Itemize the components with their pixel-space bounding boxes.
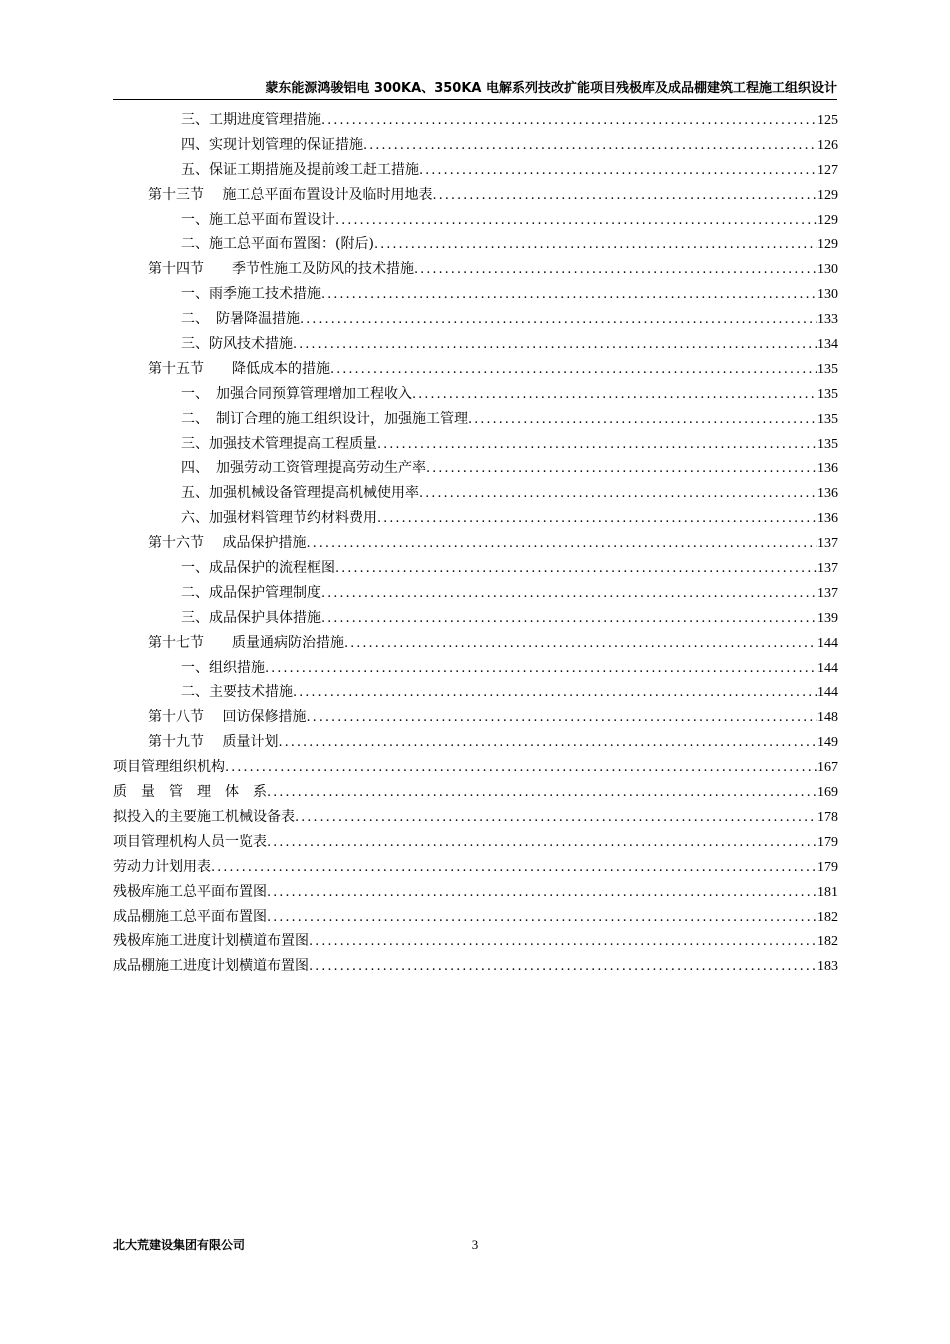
- toc-dot-leader: [412, 383, 817, 408]
- toc-entry-page: 127: [817, 162, 838, 178]
- toc-entry[interactable]: [113, 656, 838, 681]
- toc-entry[interactable]: [113, 257, 838, 282]
- toc-entry-title: 二、 防暑降温措施: [181, 311, 300, 328]
- toc-entry-title: 四、实现计划管理的保证措施: [181, 136, 363, 153]
- toc-entry[interactable]: [113, 929, 838, 954]
- toc-entry[interactable]: [113, 407, 838, 432]
- toc-entry-page: 136: [817, 486, 838, 502]
- toc-entry[interactable]: [113, 880, 838, 905]
- toc-dot-leader: [426, 457, 817, 482]
- toc-entry-title: 第十七节 质量通病防治措施: [148, 634, 344, 651]
- toc-dot-leader: [211, 856, 817, 881]
- toc-entry-title: 第十四节 季节性施工及防风的技术措施: [148, 261, 414, 278]
- toc-entry[interactable]: [113, 183, 838, 208]
- toc-entry-title: 质 量 管 理 体 系: [113, 784, 267, 801]
- toc-dot-leader: [419, 482, 817, 507]
- toc-entry-title: 六、加强材料管理节约材料费用: [181, 510, 377, 527]
- toc-dot-leader: [265, 657, 817, 682]
- toc-entry-page: 126: [817, 137, 838, 153]
- toc-dot-leader: [309, 955, 817, 980]
- toc-entry-title: 一、雨季施工技术措施: [181, 286, 321, 303]
- toc-entry[interactable]: [113, 456, 838, 481]
- toc-entry-title: 项目管理组织机构: [113, 759, 225, 776]
- toc-entry-title: 项目管理机构人员一览表: [113, 833, 267, 850]
- toc-dot-leader: [309, 930, 817, 955]
- toc-dot-leader: [321, 582, 817, 607]
- toc-entry[interactable]: [113, 805, 838, 830]
- toc-entry[interactable]: [113, 332, 838, 357]
- toc-entry-page: 149: [817, 735, 838, 751]
- toc-entry[interactable]: [113, 730, 838, 755]
- toc-entry-page: 148: [817, 710, 838, 726]
- toc-entry-page: 136: [817, 461, 838, 477]
- toc-entry-title: 二、主要技术措施: [181, 684, 293, 701]
- toc-entry-page: 182: [817, 934, 838, 950]
- toc-entry[interactable]: [113, 680, 838, 705]
- toc-entry-title: 二、 制订合理的施工组织设计，加强施工管理: [181, 410, 468, 427]
- page-header-title: 蒙东能源鸿骏铝电 300KA、350KA 电解系列技改扩能项目残极库及成品棚建筑工程施工组织设计: [265, 81, 837, 96]
- toc-dot-leader: [363, 134, 817, 159]
- toc-entry[interactable]: [113, 755, 838, 780]
- toc-entry-title: 第十五节 降低成本的措施: [148, 360, 330, 377]
- toc-dot-leader: [344, 632, 817, 657]
- toc-dot-leader: [293, 333, 817, 358]
- toc-entry[interactable]: [113, 232, 838, 257]
- toc-entry-page: 183: [817, 959, 838, 975]
- toc-entry-page: 135: [817, 411, 838, 427]
- toc-dot-leader: [267, 881, 817, 906]
- toc-entry[interactable]: [113, 631, 838, 656]
- footer-company-name: 北大荒建设集团有限公司: [113, 1238, 246, 1252]
- toc-entry-title: 成品棚施工总平面布置图: [113, 908, 267, 925]
- toc-dot-leader: [306, 706, 817, 731]
- toc-entry[interactable]: [113, 556, 838, 581]
- toc-entry-page: 135: [817, 436, 838, 452]
- toc-dot-leader: [377, 433, 817, 458]
- toc-entry-title: 一、组织措施: [181, 659, 265, 676]
- toc-entry-page: 169: [817, 785, 838, 801]
- toc-entry[interactable]: [113, 481, 838, 506]
- toc-entry-title: 残极库施工总平面布置图: [113, 883, 267, 900]
- toc-entry[interactable]: [113, 855, 838, 880]
- toc-entry-page: 181: [817, 884, 838, 900]
- toc-entry-title: 二、成品保护管理制度: [181, 584, 321, 601]
- toc-dot-leader: [335, 557, 817, 582]
- toc-entry-page: 182: [817, 909, 838, 925]
- toc-entry[interactable]: [113, 432, 838, 457]
- toc-dot-leader: [419, 159, 817, 184]
- toc-entry-title: 一、施工总平面布置设计: [181, 211, 335, 228]
- toc-entry-title: 三、工期进度管理措施: [181, 112, 321, 128]
- toc-entry-page: 130: [817, 262, 838, 278]
- toc-dot-leader: [321, 283, 817, 308]
- toc-entry-page: 144: [817, 660, 838, 676]
- toc-entry[interactable]: [113, 382, 838, 407]
- toc-entry-page: 129: [817, 237, 838, 253]
- toc-entry[interactable]: [113, 531, 838, 556]
- toc-entry[interactable]: [113, 830, 838, 855]
- toc-dot-leader: [278, 731, 817, 756]
- toc-entry-page: 179: [817, 834, 838, 850]
- toc-entry-title: 成品棚施工进度计划横道布置图: [113, 958, 309, 975]
- toc-entry-page: 144: [817, 635, 838, 651]
- toc-entry-title: 五、保证工期措施及提前竣工赶工措施: [181, 161, 419, 178]
- toc-entry-page: 130: [817, 287, 838, 303]
- toc-dot-leader: [330, 358, 817, 383]
- toc-entry-page: 129: [817, 187, 838, 203]
- toc-entry-title: 第十八节 回访保修措施: [148, 709, 307, 726]
- toc-entry-page: 137: [817, 536, 838, 552]
- toc-entry-page: 135: [817, 386, 838, 402]
- toc-entry-page: 167: [817, 760, 838, 776]
- toc-dot-leader: [300, 308, 817, 333]
- toc-entry-page: 144: [817, 685, 838, 701]
- toc-entry-page: 134: [817, 337, 838, 353]
- toc-entry-title: 一、成品保护的流程框图: [181, 560, 335, 577]
- toc-entry[interactable]: [113, 954, 838, 979]
- toc-entry[interactable]: [113, 158, 838, 183]
- toc-dot-leader: [267, 781, 817, 806]
- toc-entry-page: 137: [817, 585, 838, 601]
- toc-dot-leader: [377, 507, 817, 532]
- header-divider: [113, 99, 837, 100]
- toc-entry-title: 第十三节 施工总平面布置设计及临时用地表: [148, 186, 433, 203]
- toc-dot-leader: [374, 233, 817, 258]
- toc-dot-leader: [306, 532, 817, 557]
- toc-dot-leader: [267, 906, 817, 931]
- toc-entry-page: 178: [817, 809, 838, 825]
- toc-entry[interactable]: [113, 581, 838, 606]
- toc-entry[interactable]: [113, 282, 838, 307]
- toc-entry-title: 第十六节 成品保护措施: [148, 535, 307, 552]
- toc-dot-leader: [293, 681, 817, 706]
- toc-entry-title: 四、 加强劳动工资管理提高劳动生产率: [181, 460, 426, 477]
- toc-dot-leader: [335, 209, 817, 234]
- toc-entry-page: 136: [817, 511, 838, 527]
- toc-entry[interactable]: [113, 108, 838, 133]
- toc-entry-title: 劳动力计划用表: [113, 858, 211, 875]
- toc-entry-title: 拟投入的主要施工机械设备表: [113, 808, 295, 825]
- toc-entry[interactable]: [113, 307, 838, 332]
- toc-entry-page: 179: [817, 859, 838, 875]
- toc-entry[interactable]: [113, 780, 838, 805]
- toc-dot-leader: [295, 806, 817, 831]
- toc-entry[interactable]: [113, 506, 838, 531]
- toc-dot-leader: [432, 184, 817, 209]
- toc-entry[interactable]: [113, 905, 838, 930]
- toc-entry[interactable]: [113, 208, 838, 233]
- toc-entry-page: 135: [817, 361, 838, 377]
- toc-dot-leader: [321, 607, 817, 632]
- toc-entry-page: 125: [817, 113, 838, 128]
- toc-entry-title: 三、加强技术管理提高工程质量: [181, 435, 377, 452]
- table-of-contents: [113, 108, 838, 979]
- toc-entry[interactable]: [113, 606, 838, 631]
- footer-page-number: 3: [471, 1237, 479, 1252]
- toc-entry-title: 一、 加强合同预算管理增加工程收入: [181, 385, 412, 402]
- toc-entry-title: 三、防风技术措施: [181, 336, 293, 353]
- toc-dot-leader: [267, 831, 817, 856]
- toc-entry-page: 129: [817, 212, 838, 228]
- toc-entry-title: 三、成品保护具体措施: [181, 609, 321, 626]
- toc-dot-leader: [225, 756, 817, 781]
- toc-dot-leader: [468, 408, 817, 433]
- toc-entry-page: 139: [817, 610, 838, 626]
- toc-entry[interactable]: [113, 705, 838, 730]
- toc-entry-page: 137: [817, 561, 838, 577]
- toc-entry[interactable]: [113, 357, 838, 382]
- toc-entry-title: 二、施工总平面布置图：(附后): [181, 236, 374, 253]
- toc-dot-leader: [321, 109, 817, 134]
- toc-entry-page: 133: [817, 312, 838, 328]
- toc-dot-leader: [414, 258, 817, 283]
- toc-entry-title: 五、加强机械设备管理提高机械使用率: [181, 485, 419, 502]
- toc-entry[interactable]: [113, 133, 838, 158]
- toc-entry-title: 残极库施工进度计划横道布置图: [113, 933, 309, 950]
- toc-entry-title: 第十九节 质量计划: [148, 734, 279, 751]
